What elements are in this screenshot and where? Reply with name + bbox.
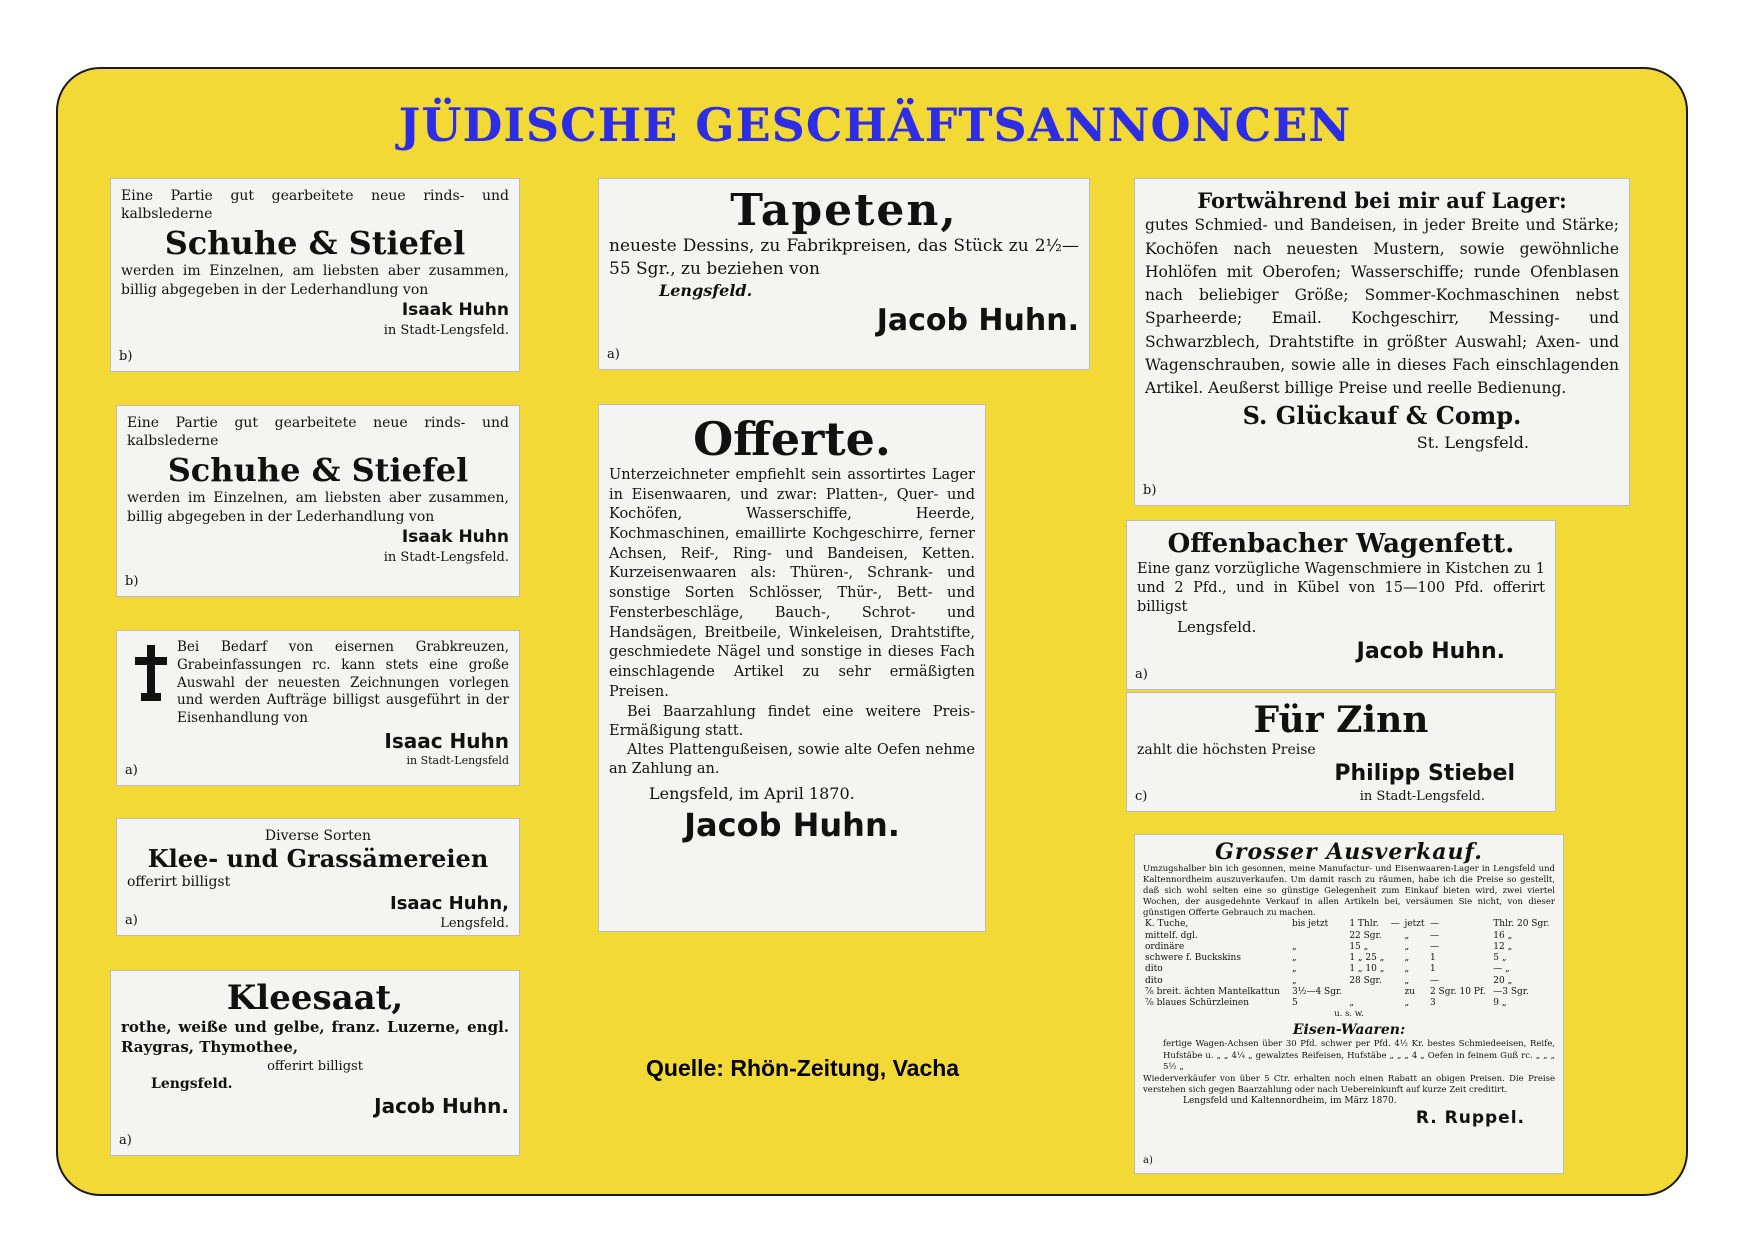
ad-heading: Grosser Ausverkauf. [1215, 839, 1483, 865]
ad-fuer-zinn [1126, 692, 1556, 812]
ad-place: in Stadt-Lengsfeld. [1359, 789, 1485, 805]
ad-heading: Schuhe & Stiefel [167, 450, 469, 489]
ad-offerte [598, 404, 986, 932]
table-cell: — [1429, 975, 1439, 986]
table-cell: „ [1404, 975, 1410, 986]
ad-intro: Diverse Sorten [264, 828, 372, 844]
table-cell: „ [1404, 998, 1410, 1009]
table-cell: mittelf. dgl. [1145, 930, 1198, 941]
table-cell [1290, 931, 1347, 942]
table-cell [1389, 976, 1403, 987]
table-cell: ordinäre [1145, 941, 1185, 952]
ad-place: Lengsfeld. [1177, 617, 1257, 636]
table-note: u. s. w. [1334, 1009, 1364, 1020]
table-cell: 1 „ 25 „ [1349, 953, 1385, 964]
ad-body: gutes Schmied- und Bandeisen, in jeder Breite und Stärke; Kochöfen nach neuesten Mustern, sowie gewöhnliche Hohlöfen mit Oberofen; Wasserschiffe; runde Ofenblasen nach beliebiger Größe; Sommer-Kochmaschinen nebst Sparheerde; Email. Kochgeschirr, Messing- und Schwarzblech, Drahtstifte in größter Auswahl; Axen- und Wagenschrauben, sowie alle in dieses Fach einschlagenden Artikel. Aeußerst billige Preise und reelle Bedienung. [1145, 216, 1619, 398]
ad-body: neueste Dessins, zu Fabrikpreisen, das Stück zu 2½—55 Sgr., zu beziehen von [609, 236, 1079, 279]
ad-signature: Jacob Huhn. [1356, 639, 1505, 665]
cross-icon [131, 643, 171, 703]
ad-place: in Stadt-Lengsfeld. [383, 322, 509, 338]
ad-body: werden im Einzelnen, am liebsten aber zusammen, billig abgegeben in der Lederhandlung von [127, 490, 509, 525]
table-cell: 20 „ [1493, 975, 1513, 986]
table-cell: „ [1404, 930, 1410, 941]
table-cell: — [1390, 919, 1400, 930]
table-cell: „ [1404, 941, 1410, 952]
table-cell: 1 [1429, 964, 1436, 975]
price-table [1143, 919, 1555, 1009]
table-cell: „ [1404, 953, 1410, 964]
ad-signature: Isaak Huhn [401, 527, 509, 548]
ad-iron-list: fertige Wagen-Achsen über 30 Pfd. schwer per Pfd. 4½ Kr. bestes Schmiedeeisen, Reife, Hufstäbe u. „ „ 4¼ „ gewalztes Reifeisen, Hufstäbe „ „ „ 4 „ Oefen in feinem Guß rc. „ „ „ 5½ „ [1163, 1039, 1555, 1073]
ad-body: zahlt die höchsten Preise [1137, 741, 1316, 758]
table-cell: 3½—4 Sgr. [1292, 986, 1343, 997]
ad-signature: R. Ruppel. [1415, 1108, 1525, 1129]
table-cell: —3 Sgr. [1493, 986, 1529, 997]
ad-body: offerirt billigst [127, 874, 231, 891]
table-row [1143, 976, 1555, 987]
ad-place: Lengsfeld. [151, 1075, 233, 1092]
ad-grosser-ausverkauf [1134, 834, 1564, 1174]
ad-body-2: Bei Baarzahlung findet eine weitere Preis-Ermäßigung statt. [609, 703, 975, 739]
table-cell: „ [1404, 964, 1410, 975]
table-cell [1347, 987, 1388, 998]
table-row [1143, 964, 1555, 975]
ad-date: Lengsfeld und Kaltennordheim, im März 1870. [1183, 1095, 1397, 1106]
ad-grabkreuze [116, 630, 520, 786]
ad-body-2: offerirt billigst [267, 1058, 363, 1074]
source-caption: Quelle: Rhön-Zeitung, Vacha [646, 1055, 960, 1081]
ad-label: a) [1143, 1154, 1153, 1166]
table-cell: — „ [1493, 964, 1510, 975]
table-row [1143, 931, 1555, 942]
table-cell: „ [1292, 953, 1297, 964]
ad-label: a) [119, 1132, 132, 1148]
table-cell: dito [1145, 975, 1163, 986]
ad-signature: S. Glückauf & Comp. [1242, 401, 1522, 431]
ad-body: Unterzeichneter empfiehlt sein assortirtes Lager in Eisenwaaren, und zwar: Platten-, Quer- und Kochöfen, Wasserschiffe, Heerde, Kochmaschinen, emaillirte Kochgeschirre, ferner Achsen, Reif-, Ring- und Bandeisen, Ketten. Kurzeisenwaaren als: Thüren-, Schrank- und sonstige Sorten Schlösser, Thür-, Bett- und Fensterbeschläge, Bauch-, Schrot- und Handsägen, Breitbeile, Winkeleisen, Drahtstifte, geschmiedete Nägel und sonstige in dieses Fach einschlagende Artikel zu sehr ermäßigten Preisen. [609, 466, 975, 700]
table-cell: „ [1292, 975, 1297, 986]
ad-signature: Jacob Huhn. [876, 303, 1079, 339]
table-cell: dito [1145, 964, 1163, 975]
table-cell: — [1429, 930, 1439, 941]
table-cell: bis jetzt [1292, 919, 1329, 930]
ad-body: Umzugshalber bin ich gesonnen, meine Manufactur- und Eisenwaaren-Lager in Lengsfeld und Kaltennordheim auszuverkaufen. Um damit rasch zu räumen, habe ich die Preise so gestellt, daß sich wohl selten eine so günstige Gelegenheit zum Einkauf bieten wird, zwei viertel Wochen, der ausgedehnte Verkauf in allen Artikeln bei, versäumen Sie nicht, von dieser günstigen Offerte Gebrauch zu machen. [1143, 864, 1555, 919]
ad-place: Lengsfeld. [440, 916, 509, 932]
table-cell: schwere f. Buckskins [1145, 953, 1241, 964]
table-cell: „ [1292, 941, 1297, 952]
ad-heading: Fortwährend bei mir auf Lager: [1197, 188, 1567, 213]
table-cell: 9 „ [1493, 998, 1507, 1009]
ad-heading: Kleesaat, [226, 978, 404, 1018]
table-cell: 12 „ [1493, 941, 1513, 952]
table-cell [1389, 942, 1403, 953]
table-row [1143, 953, 1555, 964]
table-cell [1389, 998, 1403, 1009]
ad-label: b) [125, 573, 139, 589]
ad-place: in Stadt-Lengsfeld [406, 754, 509, 768]
table-cell [1389, 987, 1403, 998]
ad-signature: Philipp Stiebel [1334, 761, 1515, 787]
table-cell: ⅞ blaues Schürzleinen [1145, 998, 1250, 1009]
ad-glueckauf [1134, 178, 1630, 506]
table-cell: — [1429, 941, 1439, 952]
ad-signature: Jacob Huhn. [374, 1094, 509, 1119]
table-cell: — [1429, 919, 1439, 930]
ad-iron-note: Wiederverkäufer von über 5 Ctr. erhalten noch einen Rabatt an obigen Preisen. Die Preise verstehen sich gegen Baarzahlung oder nach Uebereinkunft auf kurze Zeit creditirt. [1143, 1073, 1555, 1095]
ad-schuhe-stiefel-1 [110, 178, 520, 372]
ad-body: Eine ganz vorzügliche Wagenschmiere in Kistchen zu 1 und 2 Pfd., und in Kübel von 15—100 Pfd. offerirt billigst [1137, 561, 1545, 616]
ad-body: werden im Einzelnen, am liebsten aber zusammen, billig abgegeben in der Lederhandlung von [121, 263, 509, 298]
ad-klee-grassaemereien [116, 818, 520, 936]
table-row [1143, 987, 1555, 998]
ad-heading: Für Zinn [1253, 699, 1429, 741]
ad-label: a) [1135, 666, 1148, 682]
table-cell: 5 „ [1493, 953, 1507, 964]
table-cell [1389, 931, 1403, 942]
table-cell [1389, 953, 1403, 964]
table-cell: 5 [1292, 998, 1298, 1009]
table-cell: „ [1292, 964, 1297, 975]
ad-kleesaat [110, 970, 520, 1156]
table-cell: 16 „ [1493, 930, 1513, 941]
table-cell: 22 Sgr. [1349, 930, 1382, 941]
ad-body: rothe, weiße und gelbe, franz. Luzerne, engl. Raygras, Thymothee, [121, 1018, 509, 1056]
ad-signature: Jacob Huhn. [684, 806, 900, 845]
ad-signature: Isaac Huhn [384, 729, 509, 754]
ad-label: c) [1135, 788, 1148, 804]
ad-signature: Isaak Huhn [401, 300, 509, 321]
table-cell: Thlr. 20 Sgr. [1493, 919, 1550, 930]
ad-heading: Offerte. [693, 412, 891, 466]
ad-label: a) [607, 346, 620, 362]
ad-schuhe-stiefel-2 [116, 405, 520, 597]
ad-place: in Stadt-Lengsfeld. [383, 549, 509, 565]
table-row [1143, 998, 1555, 1009]
table-cell: jetzt [1404, 919, 1425, 930]
table-cell: 1 [1429, 953, 1436, 964]
ad-heading: Schuhe & Stiefel [164, 223, 466, 262]
table-cell: 15 „ [1349, 941, 1369, 952]
table-cell: K. Tuche, [1145, 919, 1189, 930]
table-cell: 1 „ 10 „ [1349, 964, 1385, 975]
ad-place: Lengsfeld. [659, 281, 753, 301]
ad-heading: Offenbacher Wagenfett. [1167, 529, 1515, 559]
ad-intro: Eine Partie gut gearbeitete neue rinds- und kalbslederne [121, 188, 509, 223]
ad-subheading: Eisen-Waaren: [1292, 1021, 1406, 1038]
table-row [1143, 919, 1555, 930]
table-cell: 1 Thlr. [1349, 919, 1379, 930]
table-cell: „ [1349, 998, 1354, 1009]
ad-place: St. Lengsfeld. [1416, 432, 1529, 452]
table-cell: ⅞ breit. ächten Mantelkattun [1145, 986, 1280, 997]
table-cell [1389, 964, 1403, 975]
table-cell: zu [1404, 986, 1415, 997]
table-cell: 2 Sgr. 10 Pf. [1429, 986, 1486, 997]
table-row [1143, 942, 1555, 953]
ad-intro: Eine Partie gut gearbeitete neue rinds- und kalbslederne [127, 415, 509, 450]
ad-label: b) [1143, 482, 1157, 498]
ad-label: b) [119, 348, 133, 364]
ad-body-3: Altes Plattengußeisen, sowie alte Oefen nehme an Zahlung an. [609, 741, 975, 777]
ad-signature: Isaac Huhn, [390, 892, 509, 914]
table-cell: 28 Sgr. [1349, 975, 1382, 986]
ad-tapeten [598, 178, 1090, 370]
ad-body: Bei Bedarf von eisernen Grabkreuzen, Grabeinfassungen rc. kann stets eine große Auswahl der neuesten Zeichnungen vorlegen und werden Aufträge billigst ausgeführt in der Eisenhandlung von [177, 639, 509, 727]
table-cell: 3 [1429, 998, 1436, 1009]
ad-heading: Klee- und Grassämereien [147, 844, 489, 874]
ad-date: Lengsfeld, im April 1870. [649, 784, 855, 804]
ad-label: a) [125, 762, 138, 778]
page-title: JÜDISCHE GESCHÄFTSANNONCEN [398, 98, 1352, 152]
ad-wagenfett [1126, 520, 1556, 690]
ad-label: a) [125, 912, 138, 928]
ad-heading: Tapeten, [730, 185, 958, 236]
